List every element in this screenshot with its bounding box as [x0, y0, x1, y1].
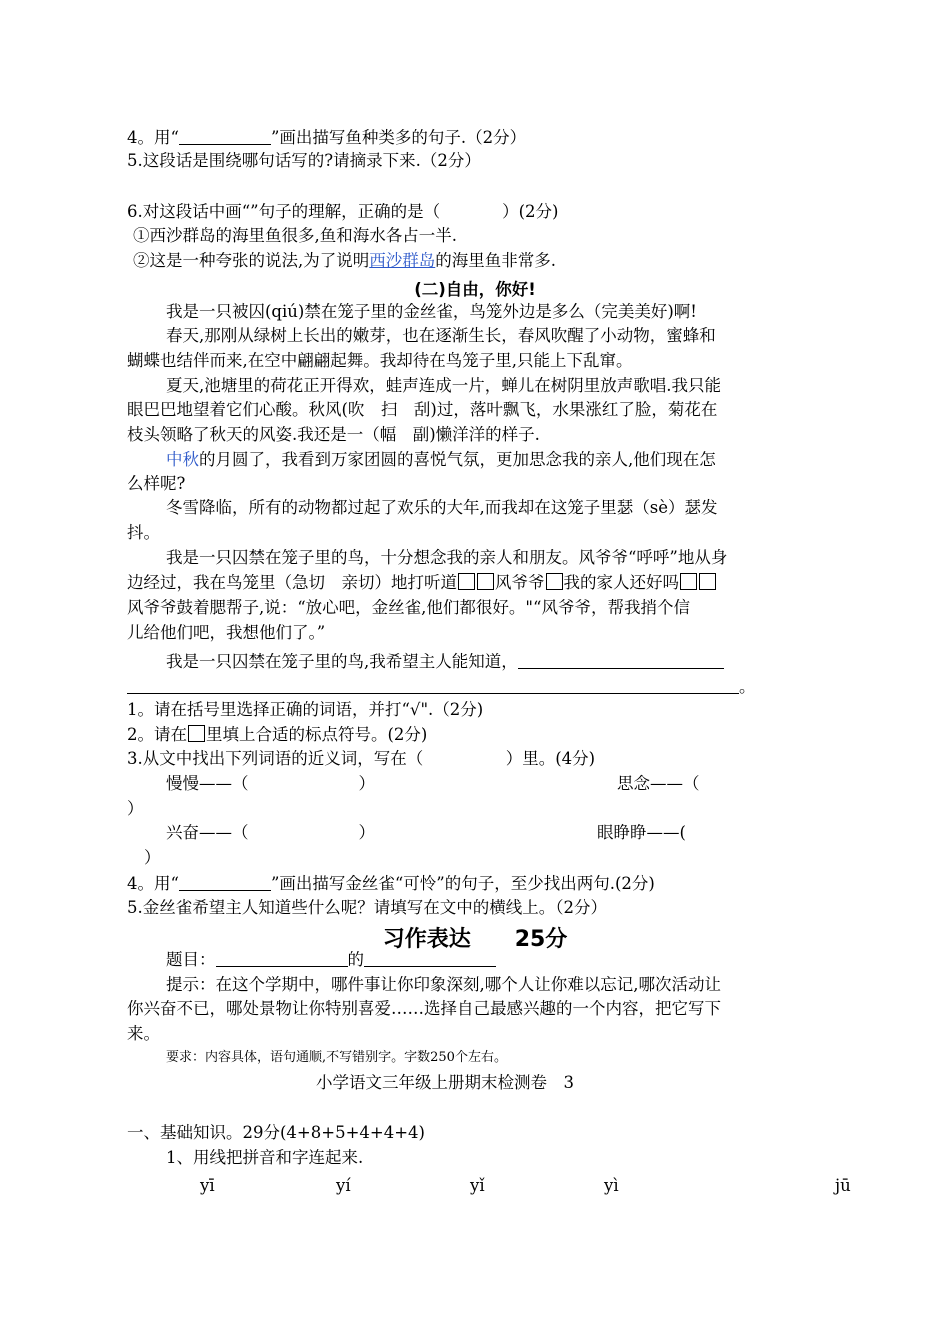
story-p6d: 儿给他们吧，我想他们了。” — [127, 623, 326, 642]
question-5: 5.金丝雀希望主人知道些什么呢？请填写在文中的横线上。（2分） — [127, 898, 607, 917]
punct-box[interactable] — [546, 573, 563, 590]
story-title: (二)自由，你好! — [414, 280, 536, 299]
punct-box[interactable] — [680, 573, 697, 590]
question-4-part1: 4。用“ ”画出描写鱼种类多的句子.（2分） — [127, 128, 527, 147]
story-p6a: 我是一只囚禁在笼子里的鸟，十分想念我的亲人和朋友。风爷爷“呼呼”地从身 — [166, 548, 728, 567]
question-4: 4。用“ ”画出描写金丝雀“可怜”的句子，至少找出两句.(2分) — [127, 874, 655, 893]
synonym-2: 思念——（ — [617, 774, 700, 793]
synonym-4-close: ） — [144, 848, 161, 867]
answer-line-2[interactable] — [127, 675, 739, 694]
pinyin-1: yī — [200, 1176, 215, 1195]
xisha-link[interactable]: 西沙群岛 — [369, 251, 436, 270]
story-p3c: 枝头领略了秋天的风姿.我还是一（幅 副)懒洋洋的样子. — [127, 425, 540, 444]
story-p6c: 风爷爷鼓着腮帮子,说：“放心吧，金丝雀,他们都很好。"“风爷爷，帮我捎个信 — [127, 598, 690, 617]
item-1: 1、用线把拼音和字连起来. — [166, 1148, 364, 1167]
underline-blank — [179, 126, 271, 145]
writing-requirement: 要求：内容具体，语句通顺,不写错别字。字数250个左右。 — [166, 1050, 507, 1065]
story-p4a: 中秋的月圆了，我看到万家团圆的喜悦气氛，更加思念我的亲人,他们现在怎 — [166, 450, 716, 469]
story-p7: 我是一只囚禁在笼子里的鸟,我希望主人能知道， — [166, 650, 724, 674]
mid-autumn-word: 中秋 — [166, 450, 199, 469]
story-p7-line2: 。 — [127, 675, 756, 699]
writing-hint-b: 你兴奋不已，哪处景物让你特别喜爱……选择自己最感兴趣的一个内容，把它写下 — [127, 999, 721, 1018]
question-1: 1。请在括号里选择正确的词语，并打“√".（2分) — [127, 700, 484, 719]
story-p1: 我是一只被囚(qiú)禁在笼子里的金丝雀，鸟笼外边是多么（完美美好)啊! — [166, 302, 697, 321]
writing-hint-c: 来。 — [127, 1024, 160, 1043]
punct-box-sample — [188, 725, 205, 742]
pinyin-4: yì — [604, 1176, 619, 1195]
punct-box[interactable] — [699, 573, 716, 590]
writing-hint-a: 提示：在这个学期中，哪件事让你印象深刻,哪个人让你难以忘记,哪次活动让 — [166, 975, 721, 994]
writing-topic: 题目： 的 — [166, 948, 496, 972]
writing-title: 习作表达 25分 — [382, 927, 568, 952]
pinyin-3: yǐ — [470, 1176, 485, 1195]
story-p3b: 眼巴巴地望着它们心酸。秋风(吹 扫 刮)过，落叶飘飞，水果涨红了脸，菊花在 — [127, 400, 718, 419]
topic-blank-1[interactable] — [216, 948, 348, 967]
question-3: 3.从文中找出下列词语的近义词，写在（ ）里。(4分) — [127, 749, 596, 768]
question-2: 2。请在 里填上合适的标点符号。(2分) — [127, 725, 428, 744]
pinyin-5: jū — [835, 1176, 851, 1195]
synonym-3: 兴奋——（ ） — [166, 823, 375, 842]
question-5-part1: 5.这段话是围绕哪句话写的?请摘录下来.（2分） — [127, 151, 481, 170]
story-p5b: 抖。 — [127, 523, 160, 542]
punct-box[interactable] — [458, 573, 475, 590]
synonym-2-close: ） — [127, 799, 144, 818]
question-6-part1: 6.对这段话中画“”句子的理解，正确的是（ ）(2分) — [127, 202, 559, 221]
underline-blank — [179, 872, 271, 891]
story-p2b: 蝴蝶也结伴而来,在空中翩翩起舞。我却待在鸟笼子里,只能上下乱窜。 — [127, 351, 633, 370]
story-p5a: 冬雪降临，所有的动物都过起了欢乐的大年,而我却在这笼子里瑟（sè）瑟发 — [166, 498, 718, 517]
section-1-heading: 一、基础知识。29分(4+8+5+4+4+4) — [127, 1123, 425, 1142]
synonym-1: 慢慢——（ ） — [166, 774, 375, 793]
story-p2a: 春天,那刚从绿树上长出的嫩芽，也在逐渐生长，春风吹醒了小动物，蜜蜂和 — [166, 326, 716, 345]
answer-line-1[interactable] — [518, 650, 724, 669]
punct-box[interactable] — [477, 573, 494, 590]
topic-blank-2[interactable] — [364, 948, 496, 967]
story-p3a: 夏天,池塘里的荷花正开得欢，蛙声连成一片，蝉儿在树阴里放声歌唱.我只能 — [166, 376, 721, 395]
exam3-title: 小学语文三年级上册期末检测卷 3 — [316, 1073, 574, 1092]
story-p4b: 么样呢? — [127, 474, 186, 493]
synonym-4: 眼睁睁——( — [597, 823, 686, 842]
option-1: ①西沙群岛的海里鱼很多,鱼和海水各占一半. — [133, 226, 457, 245]
pinyin-2: yí — [336, 1176, 351, 1195]
story-p6b: 边经过，我在鸟笼里（急切 亲切）地打听道 风爷爷 我的家人还好吗 — [127, 571, 717, 595]
option-2: ②这是一种夸张的说法,为了说明西沙群岛的海里鱼非常多. — [133, 251, 556, 270]
